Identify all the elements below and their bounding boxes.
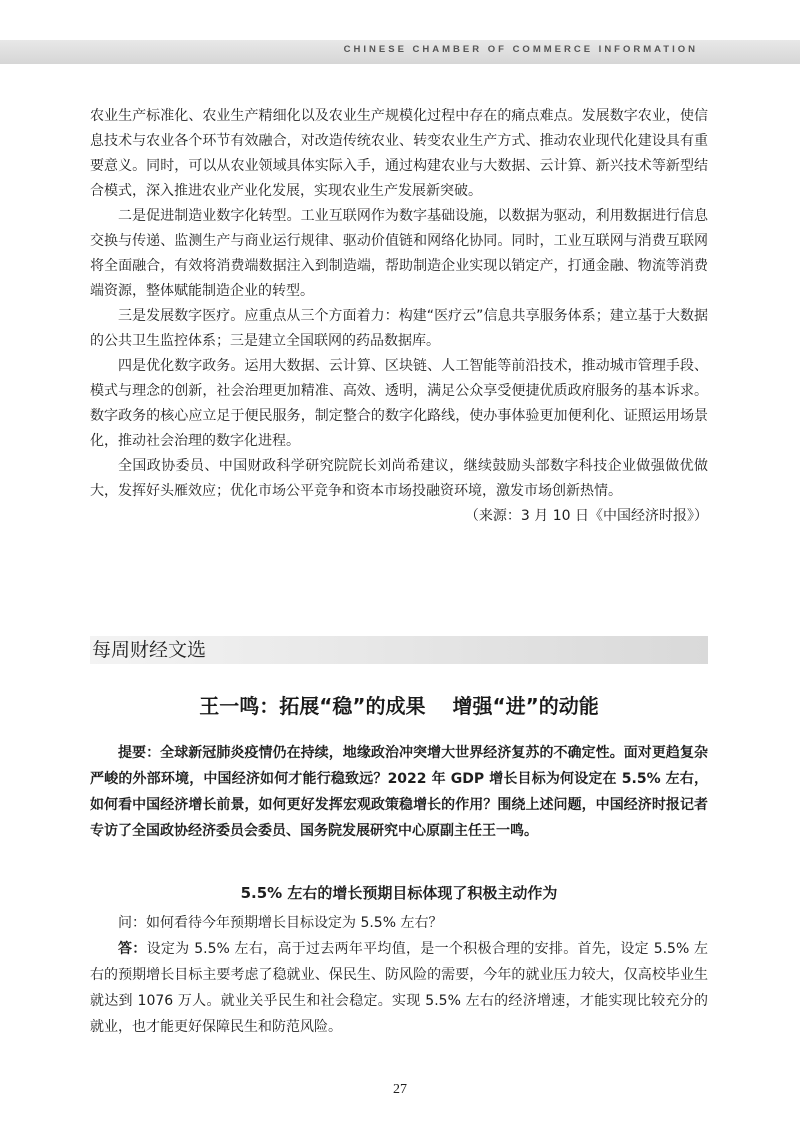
page-number: 27 [393,1082,407,1097]
article-summary [90,740,708,844]
sub-heading: 5.5% 左右的增长预期目标体现了积极主动作为 [240,884,558,902]
summary-paragraph: 提要：全球新冠肺炎疫情仍在持续，地缘政治冲突增大世界经济复苏的不确定性。面对更趋复杂严峻的外部环境，中国经济如何才能行稳致远？2022 年 GDP 增长目标为何设定在 5.5% 左右，如何看中国经济增长前景，如何更好发挥宏观政策稳增长的作用？围绕上述问题，中国经济时报记者专访了全国政协经济委员会委员、国务院发展研究中心原副主任王一鸣。 [90,745,708,839]
body-paragraph: 全国政协委员、中国财政科学研究院院长刘尚希建议，继续鼓励头部数字科技企业做强做优做大，发挥好头雁效应；优化市场公平竞争和资本市场投融资环境，激发市场创新热情。 [90,458,708,499]
answer-text: 设定为 5.5% 左右，高于过去两年平均值，是一个积极合理的安排。首先，设定 5.5% 左右的预期增长目标主要考虑了稳就业、保民生、防风险的需要，今年的就业压力较大，仅高校毕业生就达到 1076 万人。就业关乎民生和社会稳定。实现 5.5% 左右的经济增速，才能实现比较充分的就业，也才能更好保障民生和防范风险。 [90,941,709,1035]
body-paragraph: 农业生产标准化、农业生产精细化以及农业生产规模化过程中存在的痛点难点。发展数字农业，使信息技术与农业各个环节有效融合，对改造传统农业、转变农业生产方式、推动农业现代化建设具有重要意义。同时，可以从农业领域具体实际入手，通过构建农业与大数据、云计算、新兴技术等新型结合模式，深入推进农业产业化发展，实现农业生产发展新突破。 [90,108,708,199]
section-title: 每周财经文选 [92,639,207,661]
interview-qa [90,910,708,1040]
section-banner [90,636,708,664]
question-text: 问：如何看待今年预期增长目标设定为 5.5% 左右？ [118,915,443,931]
body-paragraph: 二是促进制造业数字化转型。工业互联网作为数字基础设施，以数据为驱动，利用数据进行信息交换与传递、监测生产与商业运行规律、驱动价值链和网络化协同。同时，工业互联网与消费互联网将全面融合，有效将消费端数据注入到制造端，帮助制造企业实现以销定产，打通金融、物流等消费端资源，整体赋能制造企业的转型。 [90,208,708,299]
article-continuation [90,104,708,529]
source-citation: （来源：3 月 10 日《中国经济时报》） [464,508,708,524]
masthead-text: CHINESE CHAMBER OF COMMERCE INFORMATION [343,44,698,55]
article-title: 王一鸣：拓展“稳”的成果 增强“进”的动能 [199,694,599,718]
body-paragraph: 三是发展数字医疗。应重点从三个方面着力：构建“医疗云”信息共享服务体系；建立基于大数据的公共卫生监控体系；三是建立全国联网的药品数据库。 [90,308,708,349]
header-bar [0,40,800,64]
answer-paragraph [90,936,708,1040]
answer-label: 答： [118,941,147,957]
body-paragraph: 四是优化数字政务。运用大数据、云计算、区块链、人工智能等前沿技术，推动城市管理手段、模式与理念的创新，社会治理更加精准、高效、透明，满足公众享受便捷优质政府服务的基本诉求。数字政务的核心应立足于便民服务，制定整合的数字化路线，使办事体验更加便利化、证照运用场景化，推动社会治理的数字化进程。 [90,358,708,449]
